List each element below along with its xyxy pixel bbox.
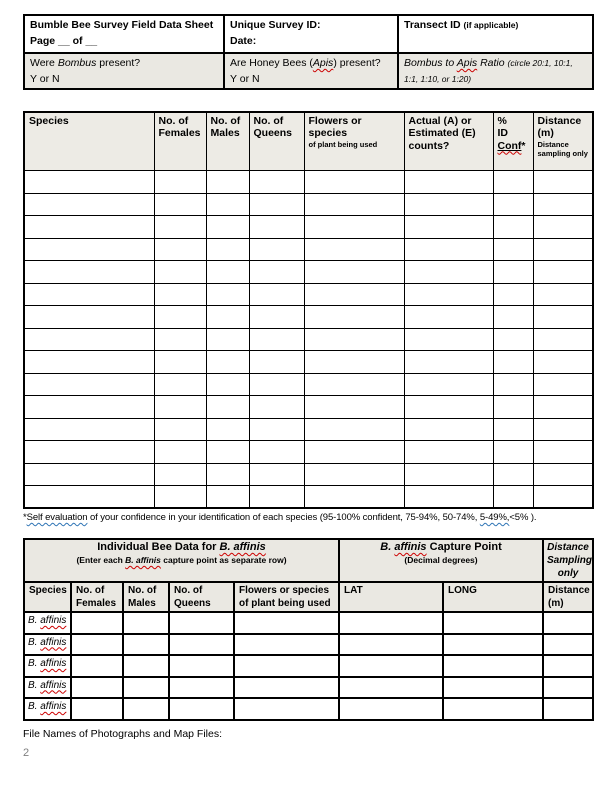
affinis-data-row (24, 698, 593, 720)
empty-cell[interactable] (206, 441, 249, 464)
empty-cell[interactable] (154, 396, 206, 419)
empty-cell[interactable] (249, 238, 304, 261)
empty-cell[interactable] (404, 171, 493, 194)
empty-cell[interactable] (24, 193, 154, 216)
empty-data-row (24, 193, 593, 216)
empty-cell[interactable] (71, 677, 123, 699)
empty-data-row (24, 351, 593, 374)
empty-cell[interactable] (443, 655, 543, 677)
empty-cell[interactable] (339, 612, 443, 634)
doc-title: Bumble Bee Survey Field Data Sheet (30, 19, 214, 31)
species-cell (24, 655, 71, 677)
empty-cell[interactable] (404, 261, 493, 284)
group-subtitle-text: (Enter each (76, 554, 126, 565)
empty-cell[interactable] (154, 441, 206, 464)
empty-cell[interactable] (533, 486, 593, 509)
empty-data-row (24, 283, 593, 306)
empty-cell[interactable] (249, 418, 304, 441)
col-label: Distance (537, 114, 582, 127)
col-label: Females (76, 598, 117, 609)
group-title-text: Capture Point (426, 541, 502, 553)
col-subnote: of plant being used (308, 139, 378, 149)
empty-data-row (24, 306, 593, 329)
empty-cell[interactable] (404, 238, 493, 261)
empty-cell[interactable] (206, 463, 249, 486)
empty-cell[interactable] (404, 373, 493, 396)
empty-cell[interactable] (234, 634, 339, 656)
survey-id-date-cell[interactable] (224, 15, 398, 53)
question-text: Were (30, 57, 58, 69)
empty-cell[interactable] (533, 328, 593, 351)
empty-cell[interactable] (206, 193, 249, 216)
empty-cell[interactable] (543, 634, 593, 656)
species-cell (24, 612, 71, 634)
col-no-of-queens (249, 112, 304, 171)
empty-cell[interactable] (304, 216, 404, 239)
empty-cell[interactable] (24, 283, 154, 306)
empty-cell[interactable] (234, 698, 339, 720)
bombus-present-question (30, 56, 218, 72)
bombus-present-cell[interactable] (24, 53, 224, 89)
apis-present-cell[interactable] (224, 53, 398, 89)
empty-cell[interactable] (443, 698, 543, 720)
empty-cell[interactable] (206, 373, 249, 396)
empty-cell[interactable] (533, 171, 593, 194)
empty-data-row (24, 486, 593, 509)
empty-cell[interactable] (24, 418, 154, 441)
empty-cell[interactable] (24, 306, 154, 329)
empty-cell[interactable] (493, 486, 533, 509)
empty-cell[interactable] (443, 634, 543, 656)
empty-cell[interactable] (249, 216, 304, 239)
col-no-of-males (206, 112, 249, 171)
page-of-label: Page __ of __ (30, 34, 98, 47)
empty-cell[interactable] (304, 351, 404, 374)
col-label: LONG (448, 585, 477, 596)
empty-cell[interactable] (543, 677, 593, 699)
empty-cell[interactable] (493, 373, 533, 396)
y-or-n-label: Y or N (30, 72, 60, 85)
col-label: Males (128, 598, 156, 609)
species-prefix: B. (380, 541, 395, 553)
transect-id-label: Transect ID (404, 19, 464, 31)
empty-cell[interactable] (24, 463, 154, 486)
col-label: No. of (128, 585, 157, 596)
footnote-text: 5-49%, (479, 512, 510, 523)
empty-cell[interactable] (206, 396, 249, 419)
col-label: No. of (174, 585, 203, 596)
footnote-text: of your confidence in your identification of each species (95-100% confident, 75-94%, 50-74%, (87, 512, 480, 523)
empty-cell[interactable] (404, 216, 493, 239)
empty-cell[interactable] (493, 306, 533, 329)
col-label: No. of (210, 114, 241, 127)
empty-cell[interactable] (169, 634, 234, 656)
col-label: Actual (A) or Estimated (E) counts? (408, 114, 476, 152)
page-number: 2 (23, 746, 30, 759)
genus-bombus: Bombus (57, 57, 97, 69)
empty-cell[interactable] (154, 328, 206, 351)
empty-cell[interactable] (493, 261, 533, 284)
empty-cell[interactable] (249, 441, 304, 464)
empty-cell[interactable] (304, 486, 404, 509)
empty-cell[interactable] (154, 351, 206, 374)
empty-cell[interactable] (24, 351, 154, 374)
col-flowers (234, 582, 339, 612)
empty-cell[interactable] (304, 373, 404, 396)
col-no-of-females (71, 582, 123, 612)
empty-cell[interactable] (154, 238, 206, 261)
empty-cell[interactable] (493, 441, 533, 464)
empty-cell[interactable] (71, 698, 123, 720)
empty-cell[interactable] (249, 283, 304, 306)
affinis-column-header-row (24, 582, 593, 612)
empty-cell[interactable] (169, 677, 234, 699)
col-label: LAT (344, 585, 363, 596)
empty-cell[interactable] (304, 441, 404, 464)
empty-cell[interactable] (24, 373, 154, 396)
empty-cell[interactable] (249, 351, 304, 374)
empty-cell[interactable] (304, 283, 404, 306)
genus-apis: Apis (456, 57, 478, 69)
empty-cell[interactable] (404, 328, 493, 351)
ratio-label: Bombus to (404, 57, 457, 69)
empty-cell[interactable] (249, 396, 304, 419)
empty-cell[interactable] (533, 441, 593, 464)
empty-data-row (24, 373, 593, 396)
col-long (443, 582, 543, 612)
col-label: No. of (158, 114, 189, 127)
species-prefix: B. (28, 615, 41, 626)
species-name: affinis (40, 679, 67, 691)
col-actual-estimated (404, 112, 493, 171)
empty-cell[interactable] (169, 698, 234, 720)
empty-cell[interactable] (249, 171, 304, 194)
empty-cell[interactable] (533, 261, 593, 284)
species-binomial: B. affinis (219, 541, 266, 553)
empty-cell[interactable] (543, 612, 593, 634)
unique-survey-id-label: Unique Survey ID: (230, 19, 321, 31)
empty-cell[interactable] (304, 193, 404, 216)
empty-cell[interactable] (404, 396, 493, 419)
empty-cell[interactable] (206, 238, 249, 261)
empty-data-row (24, 396, 593, 419)
affinis-data-row (24, 634, 593, 656)
empty-cell[interactable] (304, 261, 404, 284)
species-prefix: B. (28, 701, 41, 712)
empty-cell[interactable] (249, 486, 304, 509)
col-label: (m) (537, 127, 554, 140)
empty-cell[interactable] (493, 238, 533, 261)
empty-cell[interactable] (304, 463, 404, 486)
empty-cell[interactable] (304, 306, 404, 329)
header-row-2 (24, 53, 593, 89)
empty-cell[interactable] (249, 261, 304, 284)
empty-cell[interactable] (24, 328, 154, 351)
col-label: Flowers or species of plant being used (239, 585, 331, 609)
empty-cell[interactable] (304, 396, 404, 419)
col-distance (543, 582, 593, 612)
empty-data-row (24, 171, 593, 194)
empty-cell[interactable] (339, 634, 443, 656)
empty-cell[interactable] (304, 328, 404, 351)
col-label: Species (29, 114, 69, 127)
empty-cell[interactable] (154, 216, 206, 239)
col-id-confidence (493, 112, 533, 171)
date-label: Date: (230, 34, 257, 47)
empty-cell[interactable] (404, 306, 493, 329)
col-species (24, 112, 154, 171)
empty-cell[interactable] (404, 486, 493, 509)
empty-cell[interactable] (533, 351, 593, 374)
species-name: affinis (40, 701, 67, 712)
species-name: affinis (40, 615, 67, 626)
empty-cell[interactable] (533, 306, 593, 329)
ratio-circle-note: (circle 20:1, 10:1, 1:1, 1:10, or 1:20) (404, 58, 573, 84)
empty-cell[interactable] (234, 655, 339, 677)
individual-bee-data-header (24, 539, 339, 582)
empty-cell[interactable] (234, 677, 339, 699)
file-names-label: File Names of Photographs and Map Files: (23, 727, 223, 740)
ratio-cell[interactable] (398, 53, 593, 89)
affinis-data-row (24, 677, 593, 699)
empty-cell[interactable] (249, 373, 304, 396)
col-label: No. of (253, 114, 284, 127)
empty-cell[interactable] (123, 655, 169, 677)
empty-cell[interactable] (493, 351, 533, 374)
empty-cell[interactable] (249, 193, 304, 216)
empty-cell[interactable] (304, 171, 404, 194)
empty-cell[interactable] (493, 328, 533, 351)
empty-cell[interactable] (24, 441, 154, 464)
species-prefix: B. (28, 658, 41, 669)
empty-cell[interactable] (533, 238, 593, 261)
empty-cell[interactable] (206, 171, 249, 194)
affinis-group-header-row (24, 539, 593, 582)
col-no-of-males (123, 582, 169, 612)
col-label: Males (210, 127, 240, 140)
empty-cell[interactable] (206, 328, 249, 351)
empty-cell[interactable] (404, 463, 493, 486)
footnote-marker: * (23, 512, 27, 523)
empty-cell[interactable] (533, 463, 593, 486)
empty-data-row (24, 441, 593, 464)
species-prefix: B. (28, 679, 41, 691)
empty-cell[interactable] (24, 486, 154, 509)
empty-cell[interactable] (169, 612, 234, 634)
conf-word: Conf (497, 139, 522, 152)
empty-data-row (24, 216, 593, 239)
empty-cell[interactable] (71, 655, 123, 677)
ratio-label: Ratio (477, 57, 508, 69)
empty-cell[interactable] (206, 351, 249, 374)
empty-cell[interactable] (206, 283, 249, 306)
species-cell (24, 634, 71, 656)
species-prefix: B. (28, 636, 41, 648)
survey-header-table (23, 14, 594, 90)
footnote-marker: * (521, 139, 526, 152)
group-subtitle (28, 555, 335, 566)
col-label: Species (29, 585, 67, 596)
transect-id-cell[interactable] (398, 15, 593, 53)
empty-data-row (24, 261, 593, 284)
col-flowers (304, 112, 404, 171)
empty-data-row (24, 328, 593, 351)
empty-cell[interactable] (206, 418, 249, 441)
empty-cell[interactable] (443, 677, 543, 699)
empty-data-row (24, 418, 593, 441)
col-subnote: Distance sampling only (537, 139, 588, 159)
empty-cell[interactable] (493, 418, 533, 441)
empty-cell[interactable] (123, 634, 169, 656)
col-label: Females (158, 127, 201, 140)
empty-cell[interactable] (533, 373, 593, 396)
empty-cell[interactable] (123, 612, 169, 634)
col-distance (533, 112, 593, 171)
apis-present-question (230, 56, 392, 72)
empty-cell[interactable] (404, 351, 493, 374)
col-label: % (497, 114, 507, 127)
survey-data-table (23, 111, 594, 510)
affinis-table (23, 538, 594, 721)
empty-cell[interactable] (24, 261, 154, 284)
col-label: ID (497, 127, 508, 140)
transect-id-note: (if applicable) (463, 20, 519, 30)
species-binomial: B. affinis (125, 554, 161, 565)
confidence-footnote (23, 512, 592, 523)
capture-point-header (339, 539, 543, 582)
empty-cell[interactable] (404, 441, 493, 464)
col-label: No. of (76, 585, 105, 596)
empty-cell[interactable] (24, 238, 154, 261)
empty-cell[interactable] (71, 612, 123, 634)
empty-cell[interactable] (493, 396, 533, 419)
col-label: Queens (253, 127, 293, 140)
empty-cell[interactable] (543, 655, 593, 677)
empty-cell[interactable] (154, 486, 206, 509)
empty-cell[interactable] (404, 418, 493, 441)
distance-sampling-header: Distance Sampling only (543, 539, 593, 582)
y-or-n-label: Y or N (230, 72, 260, 85)
doc-title-cell (24, 15, 224, 53)
question-text: present? (96, 57, 141, 69)
group-subtitle-text: capture point as separate row) (160, 554, 287, 565)
col-label: Distance (548, 585, 590, 596)
group-title (343, 541, 539, 555)
empty-cell[interactable] (24, 396, 154, 419)
empty-cell[interactable] (154, 463, 206, 486)
affinis-data-row (24, 612, 593, 634)
empty-cell[interactable] (154, 193, 206, 216)
empty-cell[interactable] (443, 612, 543, 634)
empty-cell[interactable] (304, 238, 404, 261)
empty-cell[interactable] (249, 463, 304, 486)
species-name: affinis (40, 658, 67, 669)
empty-cell[interactable] (493, 283, 533, 306)
species-name: affinis (40, 636, 67, 648)
main-table-header-row (24, 112, 593, 171)
col-no-of-queens (169, 582, 234, 612)
empty-cell[interactable] (339, 677, 443, 699)
col-label: Flowers or species (308, 114, 362, 140)
empty-cell[interactable] (71, 634, 123, 656)
empty-cell[interactable] (206, 261, 249, 284)
col-label: Queens (174, 598, 211, 609)
empty-cell[interactable] (234, 612, 339, 634)
col-label: (m) (548, 598, 564, 609)
col-lat (339, 582, 443, 612)
empty-cell[interactable] (339, 698, 443, 720)
empty-data-row (24, 238, 593, 261)
empty-cell[interactable] (154, 171, 206, 194)
empty-cell[interactable] (154, 283, 206, 306)
empty-cell[interactable] (249, 328, 304, 351)
empty-cell[interactable] (339, 655, 443, 677)
empty-cell[interactable] (169, 655, 234, 677)
footnote-text: Self evaluation (26, 512, 88, 523)
empty-cell[interactable] (533, 283, 593, 306)
species-cell (24, 698, 71, 720)
empty-cell[interactable] (404, 193, 493, 216)
empty-cell[interactable] (154, 261, 206, 284)
empty-cell[interactable] (404, 283, 493, 306)
genus-apis: Apis (312, 57, 334, 69)
group-title-text: Individual Bee Data for (97, 541, 220, 553)
empty-cell[interactable] (123, 698, 169, 720)
question-text: ) present? (333, 57, 381, 69)
empty-cell[interactable] (123, 677, 169, 699)
species-name: affinis (394, 541, 427, 553)
footnote-text: <5% ). (509, 512, 537, 523)
col-label (498, 140, 529, 153)
empty-cell[interactable] (493, 193, 533, 216)
empty-cell[interactable] (206, 216, 249, 239)
empty-cell[interactable] (533, 193, 593, 216)
empty-cell[interactable] (24, 171, 154, 194)
empty-cell[interactable] (24, 216, 154, 239)
empty-cell[interactable] (249, 306, 304, 329)
empty-cell[interactable] (304, 418, 404, 441)
empty-cell[interactable] (493, 171, 533, 194)
group-title (28, 541, 335, 555)
empty-data-row (24, 463, 593, 486)
empty-cell[interactable] (493, 463, 533, 486)
species-cell (24, 677, 71, 699)
question-text: Are Honey Bees ( (230, 57, 313, 69)
species-binomial (380, 541, 426, 553)
empty-cell[interactable] (543, 698, 593, 720)
empty-cell[interactable] (154, 306, 206, 329)
header-row-1 (24, 15, 593, 53)
group-subtitle: (Decimal degrees) (404, 554, 478, 565)
empty-cell[interactable] (154, 418, 206, 441)
col-species (24, 582, 71, 612)
empty-cell[interactable] (493, 216, 533, 239)
affinis-data-row (24, 655, 593, 677)
empty-cell[interactable] (533, 418, 593, 441)
empty-cell[interactable] (533, 216, 593, 239)
empty-cell[interactable] (206, 486, 249, 509)
empty-cell[interactable] (206, 306, 249, 329)
empty-cell[interactable] (154, 373, 206, 396)
col-no-of-females (154, 112, 206, 171)
empty-cell[interactable] (533, 396, 593, 419)
